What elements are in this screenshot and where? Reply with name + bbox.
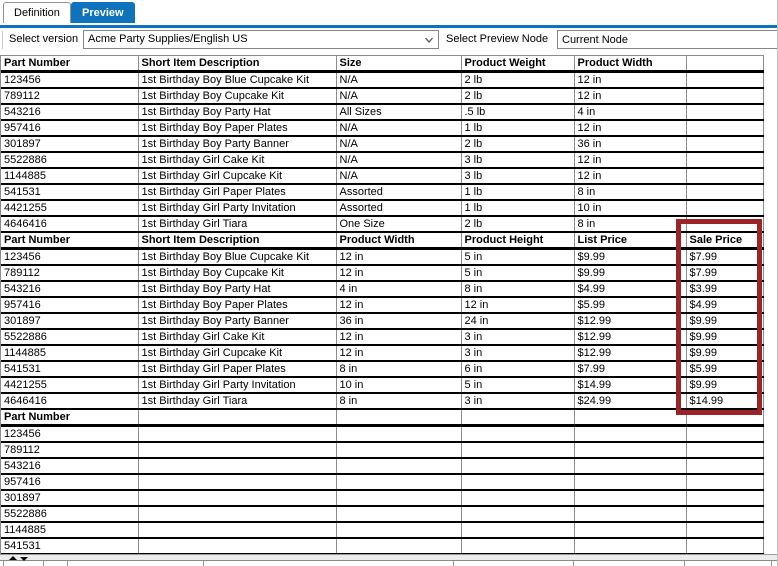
table-cell: $4.99 [686,297,763,313]
table-cell [336,522,461,538]
table-cell: 3 in [461,329,574,345]
preview-toolbar [0,28,778,53]
table-cell: 2 lb [461,216,574,232]
table-row [1,136,763,152]
table-row [1,426,763,443]
table-cell: 1st Birthday Boy Blue Cupcake Kit [138,72,336,89]
preview-table-part-numbers [1,410,764,555]
table-cell: $9.99 [686,313,763,329]
table-cell: $14.99 [686,393,763,409]
table-cell: 1st Birthday Girl Party Invitation [138,377,336,393]
table-cell: 1st Birthday Girl Paper Plates [138,184,336,200]
table-cell: 123456 [1,426,138,443]
table-cell [461,522,574,538]
table-cell [336,442,461,458]
column-header: Product Height [461,233,574,249]
table-cell: 123456 [1,249,138,266]
table-row [1,506,763,522]
table-cell: 789112 [1,442,138,458]
tab-bar [0,0,778,25]
table-row [1,474,763,490]
table-row [1,72,763,89]
table-cell [336,458,461,474]
table-cell: One Size [336,216,461,232]
column-header: Part Number [1,56,138,72]
table-cell: 3 in [461,393,574,409]
table-cell: 6 in [461,361,574,377]
select-preview-node-field[interactable] [557,30,778,49]
table-cell: 2 lb [461,88,574,104]
tab-preview[interactable]: Preview [71,2,135,23]
table-cell [138,506,336,522]
table-cell [138,522,336,538]
table-cell: 8 in [336,361,461,377]
table-row [1,345,763,361]
column-header [686,410,763,426]
column-header: Part Number [1,410,138,426]
table-cell: $9.99 [686,377,763,393]
table-cell: N/A [336,88,461,104]
table-cell [336,426,461,443]
table-cell: 789112 [1,88,138,104]
table-row [1,249,763,266]
table-cell: 10 in [336,377,461,393]
table-cell [336,490,461,506]
table-cell [686,458,763,474]
toolbar-grip [2,31,3,49]
table-cell: 1st Birthday Boy Blue Cupcake Kit [138,249,336,266]
column-header [686,56,763,72]
table-cell [461,538,574,554]
table-cell: 123456 [1,72,138,89]
table-cell: 12 in [574,88,686,104]
table-cell: N/A [336,168,461,184]
table-cell [461,458,574,474]
column-header: Short Item Description [138,233,336,249]
table-cell: Assorted [336,184,461,200]
table-row [1,522,763,538]
table-cell [686,538,763,554]
table-cell [686,522,763,538]
table-cell: 8 in [574,184,686,200]
table-cell: N/A [336,136,461,152]
table-row [1,200,763,216]
table-cell: 3 lb [461,168,574,184]
table-row [1,538,763,554]
table-row [1,377,763,393]
column-header: Product Weight [461,56,574,72]
column-header [574,410,686,426]
table-cell: 1st Birthday Boy Party Hat [138,281,336,297]
table-row [1,329,763,345]
table-cell: 1st Birthday Boy Party Hat [138,104,336,120]
table-cell [686,474,763,490]
table-cell: 541531 [1,184,138,200]
column-header: Product Width [574,56,686,72]
preview-table-pricing [1,233,764,410]
splitter-collapse-up-icon[interactable] [9,556,17,560]
table-cell: 3 lb [461,152,574,168]
table-cell: 12 in [574,152,686,168]
table-cell: 1st Birthday Girl Tiara [138,216,336,232]
table-cell [686,104,763,120]
table-cell: 1st Birthday Girl Cupcake Kit [138,168,336,184]
table-cell [574,522,686,538]
table-cell: $7.99 [686,249,763,266]
column-header [336,410,461,426]
table-row [1,442,763,458]
table-cell: All Sizes [336,104,461,120]
select-version-value: Acme Party Supplies/English US [88,33,248,45]
table-cell: 1st Birthday Girl Cupcake Kit [138,345,336,361]
table-cell: 1st Birthday Boy Party Banner [138,136,336,152]
table-row [1,265,763,281]
table-cell: 12 in [336,297,461,313]
select-version-label: Select version [9,33,79,45]
table-cell [138,426,336,443]
table-cell: $12.99 [574,345,686,361]
column-header: Part Number [1,233,138,249]
table-cell: 10 in [574,200,686,216]
preview-table-attributes [1,55,764,233]
table-cell [461,442,574,458]
table-cell: 24 in [461,313,574,329]
table-cell: N/A [336,72,461,89]
table-row [1,361,763,377]
table-cell: $9.99 [574,265,686,281]
table-cell: 541531 [1,538,138,554]
table-cell [574,442,686,458]
table-cell: $9.99 [686,345,763,361]
table-cell: 4421255 [1,377,138,393]
table-cell: 1st Birthday Girl Paper Plates [138,361,336,377]
table-cell: 5522886 [1,329,138,345]
table-cell [686,442,763,458]
table-cell [461,474,574,490]
header-row [1,410,763,426]
table-cell: $14.99 [574,377,686,393]
table-cell [336,538,461,554]
table-cell [336,506,461,522]
table-cell: $3.99 [686,281,763,297]
table-cell: 543216 [1,104,138,120]
table-cell: 12 in [336,249,461,266]
table-cell: 3 in [461,345,574,361]
table-cell: $5.99 [574,297,686,313]
table-cell: 1st Birthday Girl Cake Kit [138,152,336,168]
table-cell: 1st Birthday Girl Cake Kit [138,329,336,345]
table-cell [461,506,574,522]
table-cell: 12 in [574,72,686,89]
table-cell: 4421255 [1,200,138,216]
table-cell: 4 in [336,281,461,297]
column-header: Short Item Description [138,56,336,72]
preview-grid [0,55,763,555]
table-cell: 12 in [336,329,461,345]
table-row [1,120,763,136]
table-cell: 1st Birthday Boy Cupcake Kit [138,88,336,104]
table-cell: $5.99 [686,361,763,377]
table-cell: 1144885 [1,168,138,184]
table-cell: 1st Birthday Boy Party Banner [138,313,336,329]
column-header: Sale Price [686,233,763,249]
table-cell: 4646416 [1,216,138,232]
table-cell: 1st Birthday Girl Tiara [138,393,336,409]
partial-row-strip [0,561,778,566]
table-cell [686,490,763,506]
table-cell: $12.99 [574,329,686,345]
column-header [138,410,336,426]
table-cell [686,216,763,232]
table-cell [574,506,686,522]
table-cell [686,136,763,152]
table-cell [686,152,763,168]
column-header [461,410,574,426]
table-cell [574,474,686,490]
table-cell: 957416 [1,120,138,136]
table-cell: $7.99 [686,265,763,281]
table-cell: 4646416 [1,393,138,409]
table-cell: $9.99 [574,249,686,266]
table-cell [574,490,686,506]
header-row [1,233,763,249]
table-cell: 1 lb [461,200,574,216]
table-cell: 957416 [1,474,138,490]
table-cell [138,538,336,554]
table-cell: 36 in [574,136,686,152]
table-cell [461,490,574,506]
table-cell: 1144885 [1,345,138,361]
table-row [1,281,763,297]
table-cell: 2 lb [461,72,574,89]
table-cell: 541531 [1,361,138,377]
table-cell [686,120,763,136]
table-row [1,393,763,409]
table-cell: N/A [336,152,461,168]
table-cell [461,426,574,443]
table-row [1,168,763,184]
table-cell [574,538,686,554]
table-cell: 1st Birthday Boy Paper Plates [138,297,336,313]
table-cell: .5 lb [461,104,574,120]
table-row [1,313,763,329]
table-cell: 8 in [336,393,461,409]
table-cell: $9.99 [686,329,763,345]
table-cell [138,490,336,506]
table-cell: 5 in [461,265,574,281]
table-cell [336,474,461,490]
table-cell: 5522886 [1,506,138,522]
table-cell: 8 in [461,281,574,297]
select-version-dropdown[interactable] [83,30,439,49]
table-cell: 5522886 [1,152,138,168]
table-cell: 543216 [1,281,138,297]
table-cell: $24.99 [574,393,686,409]
table-cell [686,184,763,200]
table-cell [686,200,763,216]
table-cell: 8 in [574,216,686,232]
table-cell: 301897 [1,136,138,152]
table-cell: 789112 [1,265,138,281]
table-cell: 1st Birthday Boy Cupcake Kit [138,265,336,281]
tab-definition[interactable]: Definition [3,2,71,23]
table-cell [138,474,336,490]
table-row [1,104,763,120]
table-cell: 1144885 [1,522,138,538]
table-cell [574,426,686,443]
table-row [1,490,763,506]
header-row [1,56,763,72]
table-cell: $4.99 [574,281,686,297]
table-row [1,458,763,474]
table-cell: 301897 [1,490,138,506]
table-row [1,88,763,104]
table-row [1,297,763,313]
column-header: Size [336,56,461,72]
table-cell: 5 in [461,249,574,266]
table-cell: 12 in [574,120,686,136]
table-cell: 5 in [461,377,574,393]
table-cell: 543216 [1,458,138,474]
table-cell [686,168,763,184]
table-cell: 4 in [574,104,686,120]
table-cell: 12 in [461,297,574,313]
table-cell [686,88,763,104]
table-row [1,216,763,232]
table-cell: 12 in [574,168,686,184]
table-cell: 1 lb [461,120,574,136]
chevron-down-icon [423,34,435,46]
table-cell [686,426,763,443]
table-cell: 12 in [336,345,461,361]
table-cell: 301897 [1,313,138,329]
table-cell: N/A [336,120,461,136]
select-preview-node-label: Select Preview Node [446,33,549,45]
column-header: List Price [574,233,686,249]
table-cell: 1st Birthday Girl Party Invitation [138,200,336,216]
table-cell [686,506,763,522]
table-row [1,184,763,200]
table-cell: $7.99 [574,361,686,377]
table-cell [138,458,336,474]
table-cell: Assorted [336,200,461,216]
splitter-bar[interactable] [0,554,778,561]
table-cell: 36 in [336,313,461,329]
table-cell [138,442,336,458]
table-cell: $12.99 [574,313,686,329]
table-cell: 1st Birthday Boy Paper Plates [138,120,336,136]
table-cell [686,72,763,89]
table-cell: 957416 [1,297,138,313]
table-cell: 2 lb [461,136,574,152]
table-cell: 1 lb [461,184,574,200]
column-header: Product Width [336,233,461,249]
table-row [1,152,763,168]
table-cell: 12 in [336,265,461,281]
table-cell [574,458,686,474]
